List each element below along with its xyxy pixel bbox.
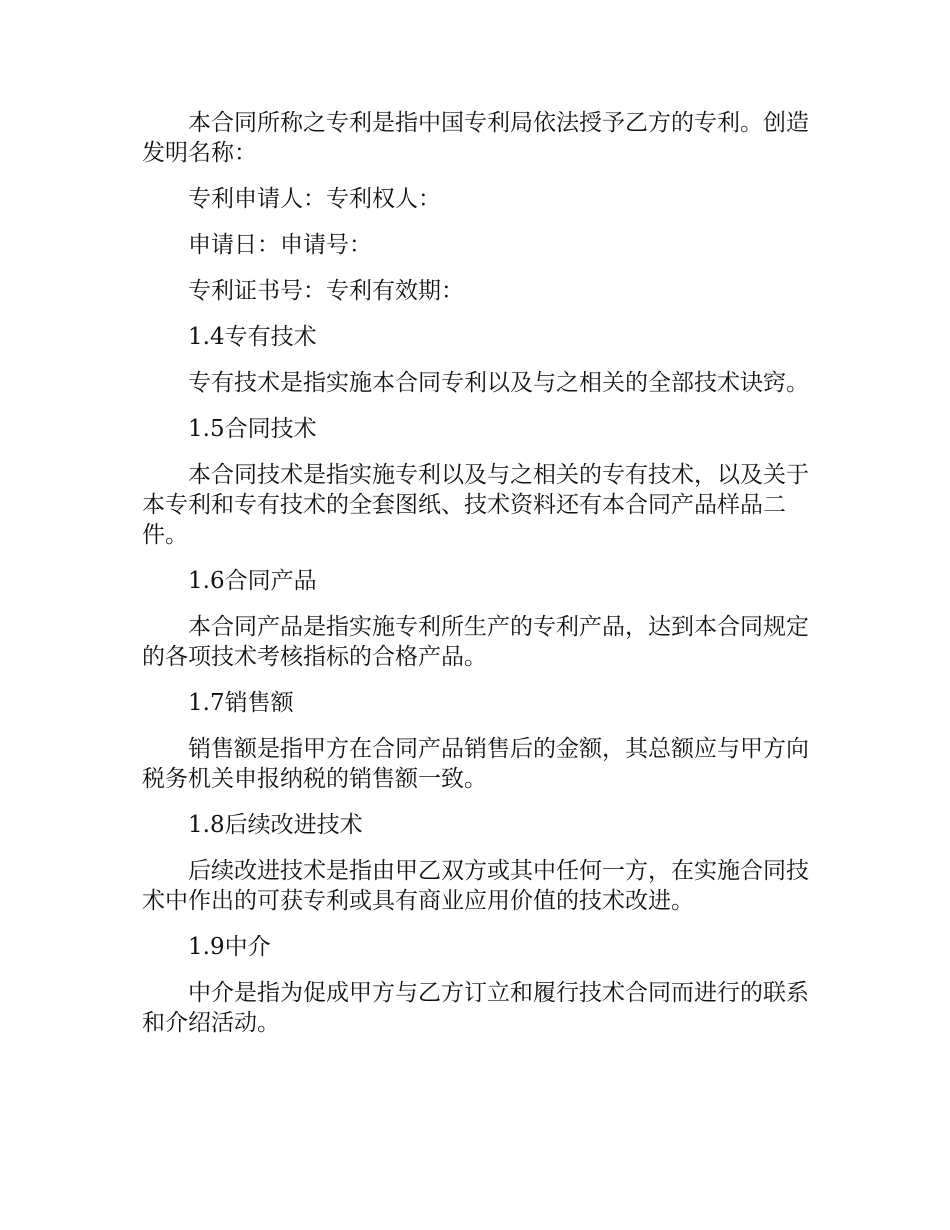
paragraph-intermediary: 中介是指为促成甲方与乙方订立和履行技术合同而进行的联系和介绍活动。 [142,980,809,1036]
section-heading-1-7: 1.7销售额 [188,690,294,716]
section-heading-1-6: 1.6合同产品 [188,568,317,594]
paragraph-know-how: 专有技术是指实施本合同专利以及与之相关的全部技术诀窍。 [188,370,809,396]
section-heading-1-9: 1.9中介 [188,934,271,960]
paragraph-patent-definition: 本合同所称之专利是指中国专利局依法授予乙方的专利。创造发明名称： [142,110,809,166]
paragraph-certificate-number: 专利证书号：专利有效期： [188,278,464,304]
paragraph-sales-amount: 销售额是指甲方在合同产品销售后的金额，其总额应与甲方向税务机关申报纳税的销售额一致。 [142,736,809,792]
paragraph-patent-applicant: 专利申请人：专利权人： [188,186,441,212]
document-body [142,108,812,1054]
paragraph-application-date: 申请日：申请号： [188,232,372,258]
section-heading-1-5: 1.5合同技术 [188,416,317,442]
paragraph-contract-product: 本合同产品是指实施专利所生产的专利产品，达到本合同规定的各项技术考核指标的合格产品。 [142,614,809,670]
paragraph-contract-technology: 本合同技术是指实施专利以及与之相关的专有技术，以及关于本专利和专有技术的全套图纸、技术资料还有本合同产品样品二件。 [142,462,809,548]
section-heading-1-4: 1.4专有技术 [188,324,317,350]
paragraph-improvement-technology: 后续改进技术是指由甲乙双方或其中任何一方，在实施合同技术中作出的可获专利或具有商业应用价值的技术改进。 [142,858,809,914]
section-heading-1-8: 1.8后续改进技术 [188,812,363,838]
